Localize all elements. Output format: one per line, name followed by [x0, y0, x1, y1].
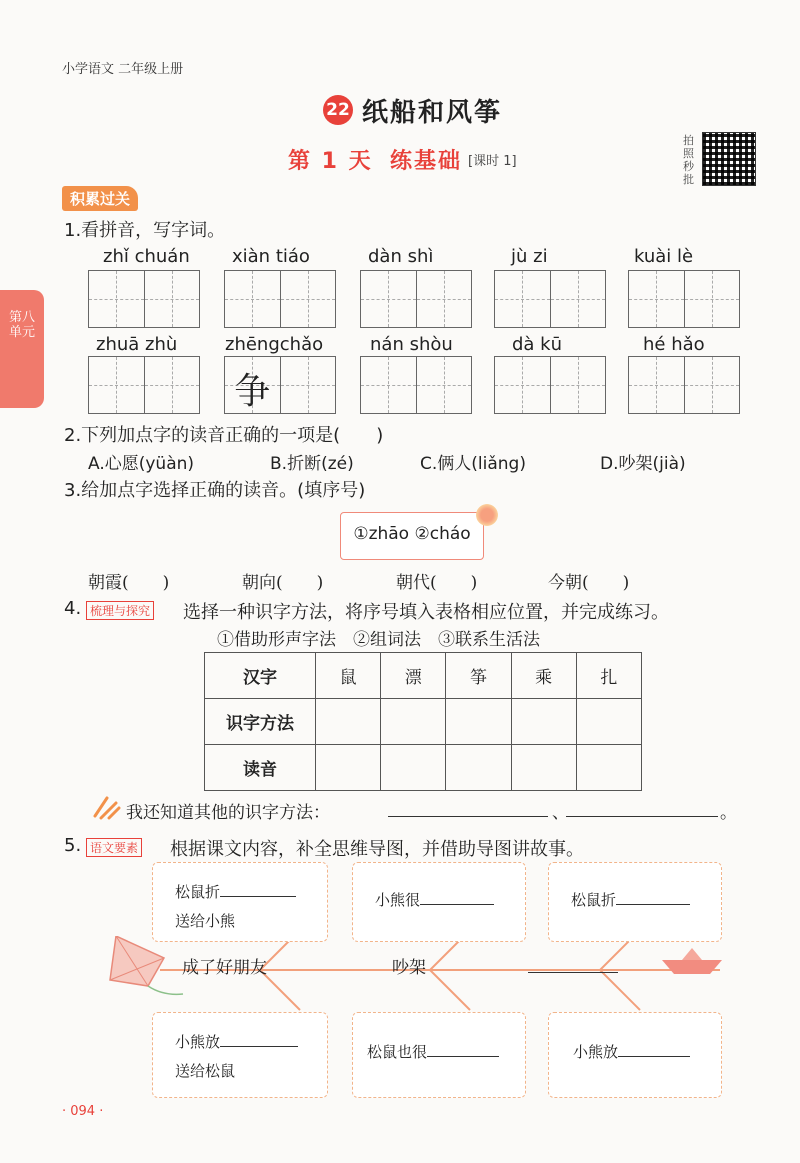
q1-pinyin: xiàn tiáo: [232, 246, 310, 267]
q4-methods: ①借助形声字法 ②组词法 ③联系生活法: [217, 630, 540, 650]
writing-box[interactable]: [360, 270, 472, 328]
box-text: 松鼠也很: [367, 1043, 428, 1061]
writing-box[interactable]: [628, 356, 740, 414]
q3-item[interactable]: 朝向( ): [242, 573, 324, 593]
box-text: 送给松鼠: [175, 1062, 236, 1080]
q1-pinyin: nán shòu: [370, 334, 453, 355]
writing-box[interactable]: [224, 270, 336, 328]
box-text: 小熊很: [375, 891, 421, 909]
method-cell[interactable]: [576, 699, 641, 745]
writing-box[interactable]: [628, 270, 740, 328]
q3-choices: ①zhāo ②cháo: [353, 524, 471, 544]
mindmap-box: [352, 1012, 526, 1098]
mindmap-box: [152, 862, 328, 942]
answer-line[interactable]: [388, 816, 548, 817]
paper-boat-icon: [660, 948, 724, 978]
q1-title: 1.看拼音，写字词。: [64, 220, 226, 241]
pinyin-cell[interactable]: [446, 745, 511, 791]
method-cell[interactable]: [446, 699, 511, 745]
writing-box[interactable]: [88, 270, 200, 328]
pinyin-cell[interactable]: [381, 745, 446, 791]
q4-tag: 梳理与探究: [86, 601, 154, 620]
q2-option-c[interactable]: C.俩人(liǎng): [420, 454, 526, 474]
answer-line[interactable]: [427, 1056, 499, 1057]
q4-extra-label: 我还知道其他的识字方法：: [126, 803, 330, 823]
q1-pinyin: jù zi: [511, 246, 548, 267]
q4-sep: 、: [552, 803, 569, 823]
q2-option-d[interactable]: D.吵架(jià): [600, 454, 686, 474]
q1-pinyin: zhǐ chuán: [103, 246, 190, 267]
spine-label-quarrel: 吵架: [392, 958, 426, 978]
q1-pinyin: zhēngchǎo: [225, 334, 324, 355]
q1-pinyin: dà kū: [512, 334, 563, 355]
table-char: 筝: [446, 653, 511, 699]
answer-line[interactable]: [220, 1046, 298, 1047]
q1-pinyin: zhuā zhù: [96, 334, 178, 355]
sun-icon: [476, 504, 498, 526]
method-cell[interactable]: [316, 699, 381, 745]
page-number: · 094 ·: [62, 1104, 104, 1119]
row-header: 识字方法: [205, 699, 316, 745]
qr-code-icon[interactable]: [702, 132, 756, 186]
book-header: 小学语文 二年级上册: [62, 62, 184, 77]
q2-option-b[interactable]: B.折断(zé): [270, 454, 354, 474]
table-char: 鼠: [316, 653, 381, 699]
spark-icon: [92, 794, 122, 820]
pinyin-cell[interactable]: [316, 745, 381, 791]
table-char: 扎: [576, 653, 641, 699]
kite-icon: [108, 936, 188, 1006]
writing-box[interactable]: [224, 356, 336, 414]
answer-line[interactable]: [220, 896, 296, 897]
lesson-period-tag: [课时 1]: [468, 154, 517, 169]
writing-box[interactable]: [494, 356, 606, 414]
day-subtitle: 练基础: [390, 149, 463, 174]
answer-line[interactable]: [566, 816, 718, 817]
q5-number: 5.: [64, 835, 82, 856]
q3-choice-box: [340, 512, 484, 560]
section-badge: 积累过关: [62, 186, 138, 211]
answer-line[interactable]: [420, 904, 494, 905]
mindmap-box: [152, 1012, 328, 1098]
q3-item[interactable]: 朝代( ): [396, 573, 478, 593]
q4-end: 。: [720, 803, 737, 823]
spine-label-friends: 成了好朋友: [182, 958, 267, 978]
lesson-number-badge: 22: [323, 95, 353, 125]
mindmap-box: [548, 1012, 722, 1098]
answer-line[interactable]: [616, 904, 690, 905]
pinyin-cell[interactable]: [511, 745, 576, 791]
day-title: 第 1 天: [288, 149, 373, 174]
q2-title: 2.下列加点字的读音正确的一项是( ): [64, 425, 384, 446]
writing-box[interactable]: [360, 356, 472, 414]
q4-title: 选择一种识字方法，将序号填入表格相应位置，并完成练习。: [183, 602, 669, 623]
q1-pinyin: dàn shì: [368, 246, 434, 267]
lesson-title: 纸船和风筝: [362, 98, 503, 128]
spine-answer-line[interactable]: [528, 972, 618, 973]
box-text: 小熊放: [175, 1033, 221, 1051]
q1-pinyin: kuài lè: [634, 246, 694, 267]
mindmap-box: [548, 862, 722, 942]
unit-side-tab: [0, 290, 44, 408]
table-char: 漂: [381, 653, 446, 699]
table-char: 乘: [511, 653, 576, 699]
q5-tag: 语文要素: [86, 838, 142, 857]
row-header: 汉字: [205, 653, 316, 699]
q4-table: [204, 652, 642, 791]
pinyin-cell[interactable]: [576, 745, 641, 791]
qr-label: 拍照秒批: [683, 134, 694, 186]
q1-pinyin: hé hǎo: [643, 334, 705, 355]
box-text: 松鼠折: [175, 883, 221, 901]
method-cell[interactable]: [381, 699, 446, 745]
q3-item[interactable]: 今朝( ): [548, 573, 630, 593]
writing-box[interactable]: [494, 270, 606, 328]
method-cell[interactable]: [511, 699, 576, 745]
mindmap-box: [352, 862, 526, 942]
box-text: 送给小熊: [175, 912, 236, 930]
writing-box[interactable]: [88, 356, 200, 414]
box-text: 松鼠折: [571, 891, 617, 909]
q3-title: 3.给加点字选择正确的读音。(填序号): [64, 480, 366, 501]
unit-side-tab-label: 第八单元: [8, 310, 35, 340]
q5-title: 根据课文内容，补全思维导图，并借助导图讲故事。: [170, 839, 584, 860]
q3-item[interactable]: 朝霞( ): [88, 573, 170, 593]
row-header: 读音: [205, 745, 316, 791]
example-character: 争: [234, 371, 271, 412]
q2-option-a[interactable]: A.心愿(yüàn): [88, 454, 195, 474]
q4-number: 4.: [64, 598, 82, 619]
box-text: 小熊放: [573, 1043, 619, 1061]
answer-line[interactable]: [618, 1056, 690, 1057]
